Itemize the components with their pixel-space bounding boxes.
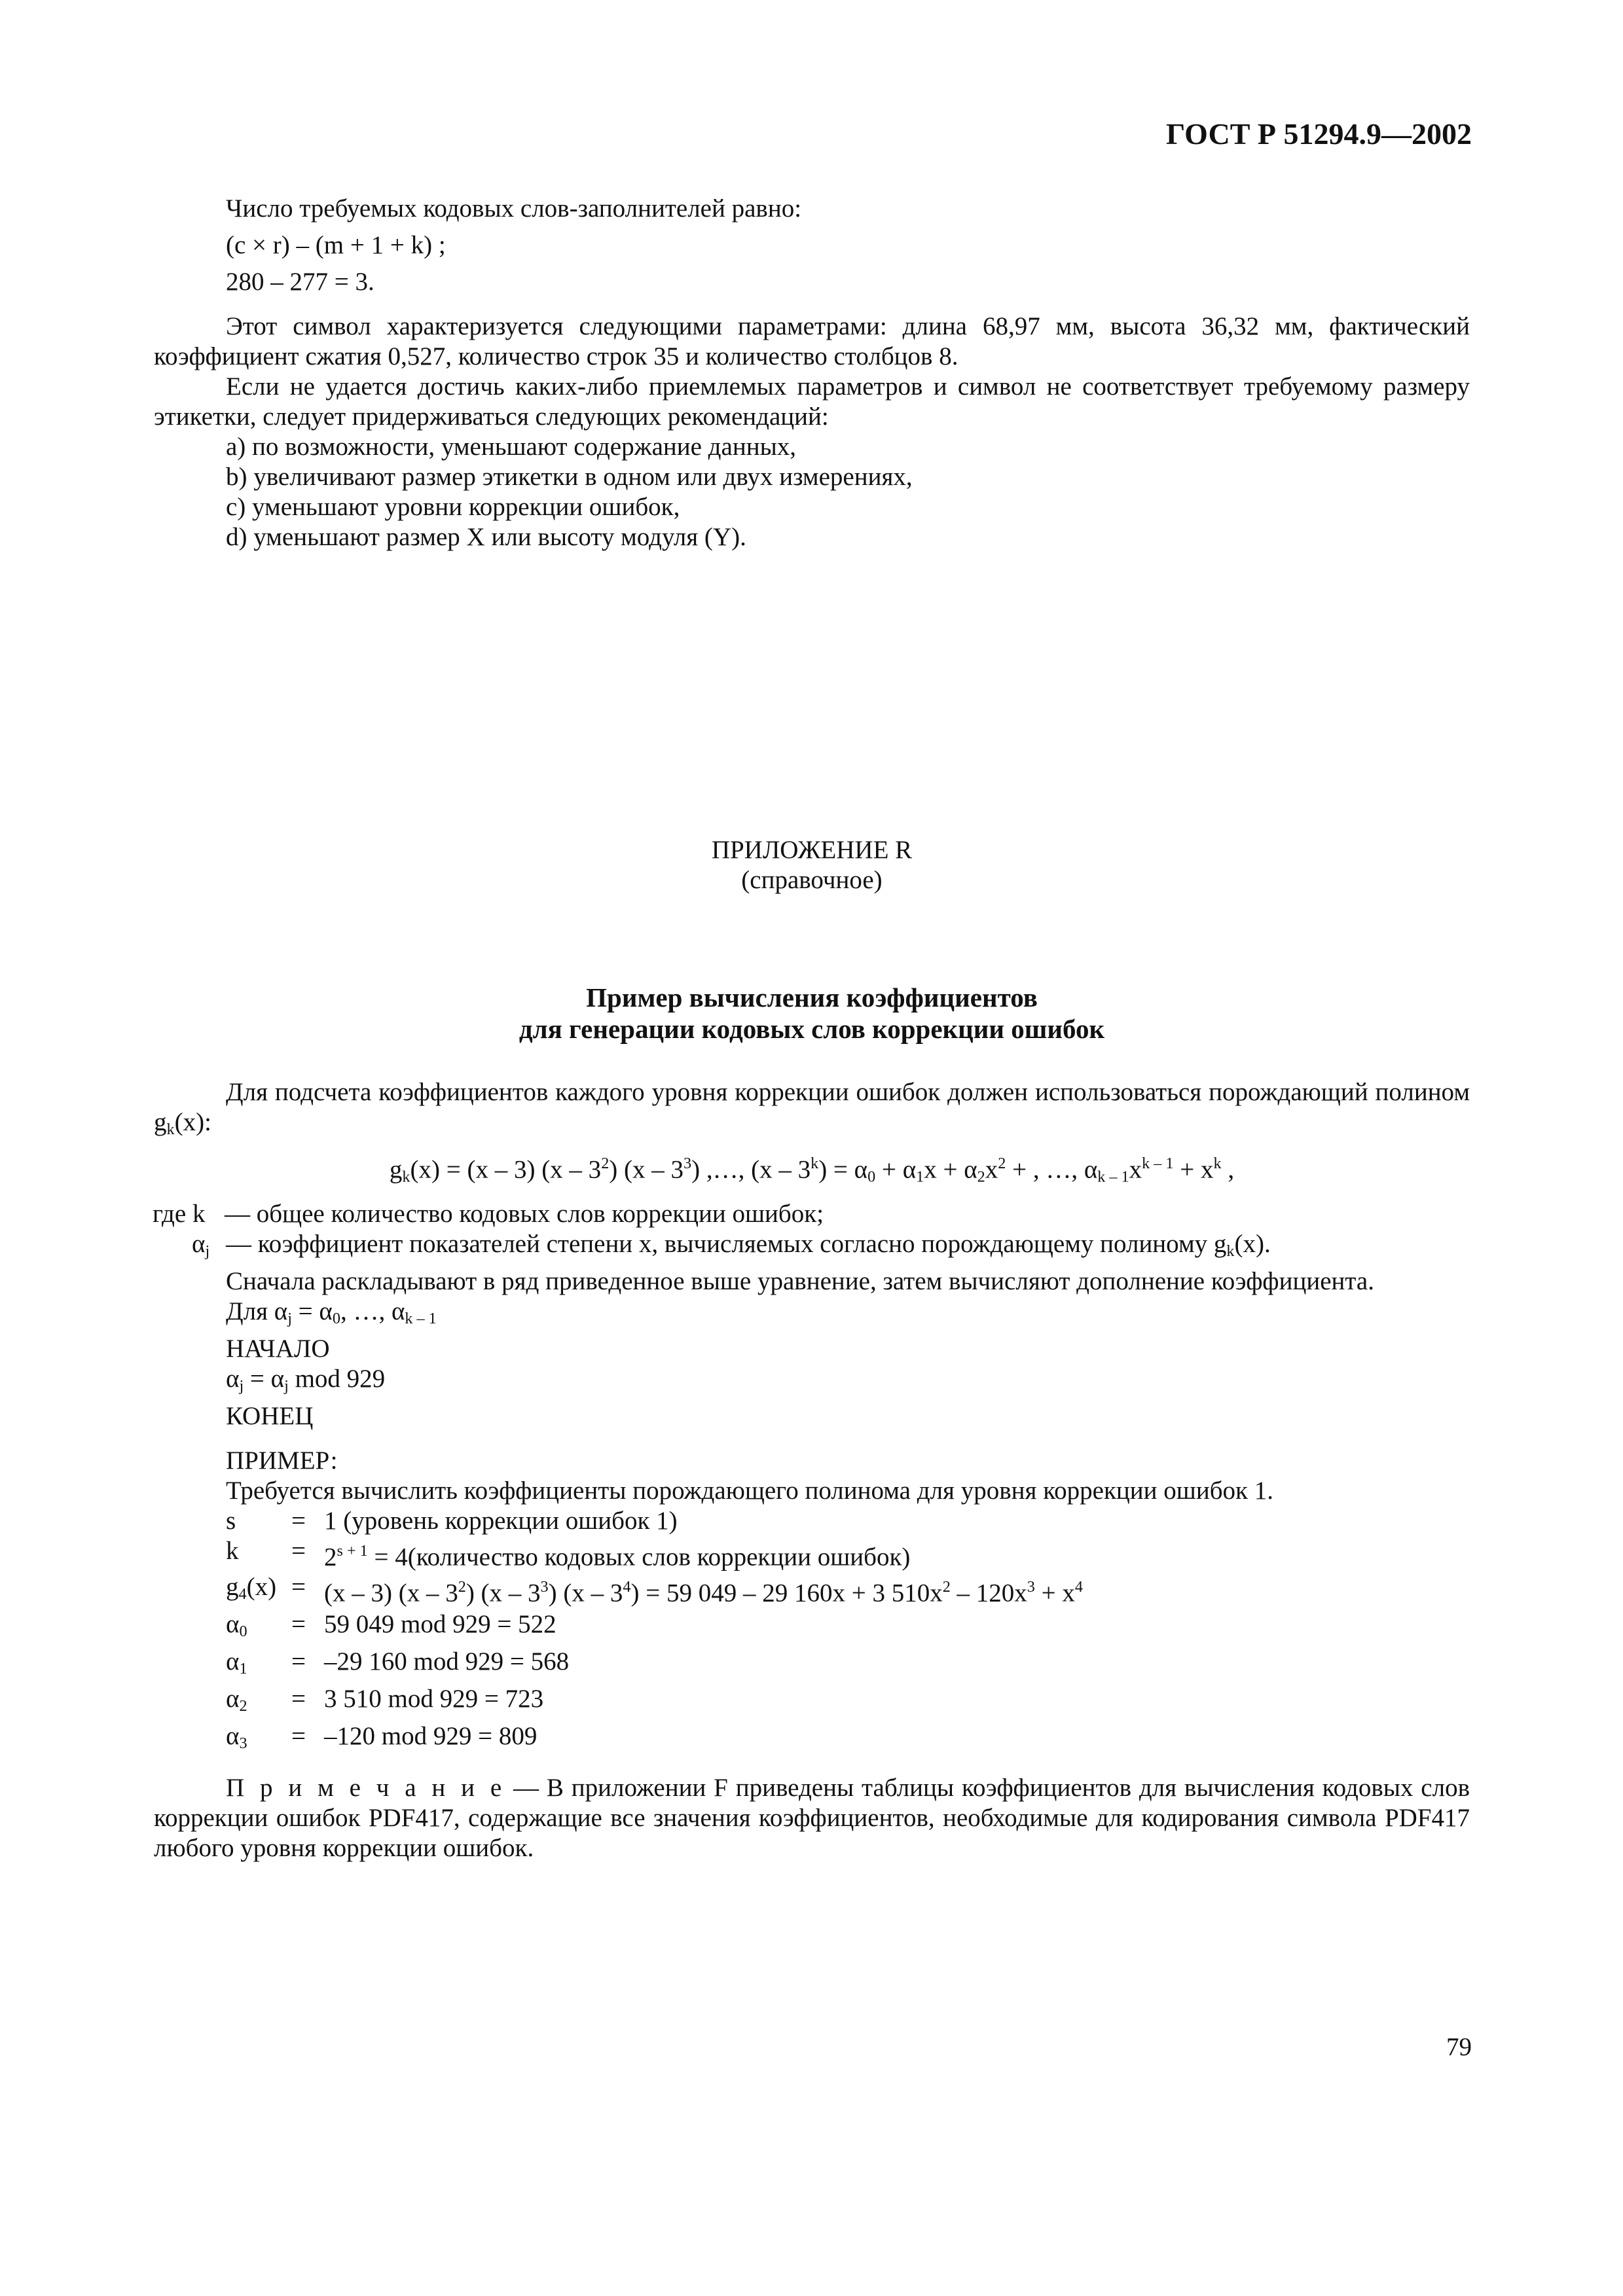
- appendix-label: ПРИЛОЖЕНИЕ R: [711, 836, 913, 864]
- example-label: ПРИМЕР:: [226, 1446, 338, 1475]
- appendix-body: [154, 1077, 1470, 1863]
- example-row-alpha0: $\alpha_0$ = 59 049 mod 929 = 522: [226, 1610, 556, 1641]
- note-label: П р и м е ч а н и е: [226, 1774, 506, 1803]
- appendix-title-line2: для генерации кодовых слов коррекции ошибок: [519, 1014, 1105, 1044]
- alpha-j-text: — коэффициент показателей степени x, вычисляемых согласно порождающему полиному $g_k(x)$.: [226, 1229, 1271, 1260]
- example-row-alpha3: $\alpha_3$ = –120 mod 929 = 809: [226, 1722, 538, 1753]
- where-k-row: [153, 1199, 1470, 1229]
- example-row-alpha2: $\alpha_2$ = 3 510 mod 929 = 723: [226, 1685, 544, 1715]
- recommend-intro-paragraph: Если не удается достичь каких-либо приемлемых параметров и символ не соответствует требуемому размеру этикетки, следует придерживаться следующих рекомендаций:: [154, 372, 1470, 431]
- page-number: 79: [1446, 2033, 1472, 2061]
- polynom-intro-paragraph: Для подсчета коэффициентов каждого уровня коррекции ошибок должен использоваться порождающий полином $g_k(x)$:: [154, 1078, 1470, 1139]
- list-item: a) по возможности, уменьшают содержание данных,: [226, 433, 797, 461]
- example-task: Требуется вычислить коэффициенты порождающего полинома для уровня коррекции ошибок 1.: [226, 1476, 1273, 1505]
- example-row-alpha1: $\alpha_1$ = –29 160 mod 929 = 568: [226, 1647, 570, 1678]
- list-item: b) увеличивают размер этикетки в одном или двух измерениях,: [226, 463, 913, 491]
- note-text: — В приложении F приведены таблицы коэффициентов для вычисления кодовых слов коррекции ошибок PDF417, содержащие все значения коэффициентов, необходимые для кодирования символа PDF417 любого уровня коррекции ошибок.: [154, 1774, 1470, 1863]
- alpha-j-label: $\alpha_j$: [192, 1229, 210, 1260]
- alpha-j-row: [154, 1229, 1470, 1266]
- generator-polynomial-formula: $g_k(x) = (x - 3)$ $(x - 3^2)$ $(x - 3^3)$ ,…, $(x - 3^k) = \alpha_0 + \alpha_1x + \alpha_2x^2$ + , …, $\alpha_{k - 1}x^{k - 1} + x^k$ ,: [389, 1155, 1235, 1186]
- document-header: ГОСТ Р 51294.9—2002: [1166, 117, 1472, 151]
- appendix-kind: (справочное): [741, 866, 883, 894]
- loop-body: $\alpha_j = \alpha_j$ mod 929: [226, 1364, 386, 1395]
- where-k-text: — общее количество кодовых слов коррекции ошибок;: [225, 1199, 824, 1228]
- example-row-g4: $g_4(x)$ = (x – 3) $(x - 3^2)$ $(x - 3^3)$ $(x - 3^4) = 59$ 049 – 29 160x + 3 $510x^2 - 120x^3 + x^4$: [226, 1573, 1083, 1607]
- formula-a: (c × r) – (m + 1 + k) ;: [226, 231, 446, 259]
- formula-b: 280 – 277 = 3.: [226, 268, 374, 296]
- appendix-title-line1: Пример вычисления коэффициентов: [586, 982, 1038, 1013]
- note-paragraph: [154, 1773, 1470, 1863]
- appendix-title: [154, 982, 1470, 1045]
- expand-line: Сначала раскладывают в ряд приведенное выше уравнение, затем вычисляют дополнение коэффициента.: [226, 1266, 1374, 1295]
- intro-section: [154, 194, 1470, 552]
- example-row-k: k = $2^{s + 1}$ = 4(количество кодовых слов коррекции ошибок): [226, 1536, 911, 1571]
- filler-line: Число требуемых кодовых слов-заполнителей равно:: [226, 194, 802, 223]
- example-row-s: s = 1 (уровень коррекции ошибок 1): [226, 1506, 678, 1535]
- end-keyword: КОНЕЦ: [226, 1401, 314, 1430]
- list-item: c) уменьшают уровни коррекции ошибок,: [226, 493, 680, 521]
- appendix-heading: [154, 835, 1470, 895]
- example-table: [154, 1506, 1470, 1759]
- symbol-params-paragraph: Этот символ характеризуется следующими параметрами: длина 68,97 мм, высота 36,32 мм, фактический коэффициент сжатия 0,527, количество строк 35 и количество столбцов 8.: [154, 312, 1470, 370]
- loop-header: Для $\alpha_j = \alpha_0$, …, $\alpha_{k - 1}$: [226, 1297, 437, 1327]
- list-item: d) уменьшают размер X или высоту модуля (Y).: [226, 523, 746, 551]
- where-k-label: где k: [153, 1199, 206, 1228]
- begin-keyword: НАЧАЛО: [226, 1334, 330, 1363]
